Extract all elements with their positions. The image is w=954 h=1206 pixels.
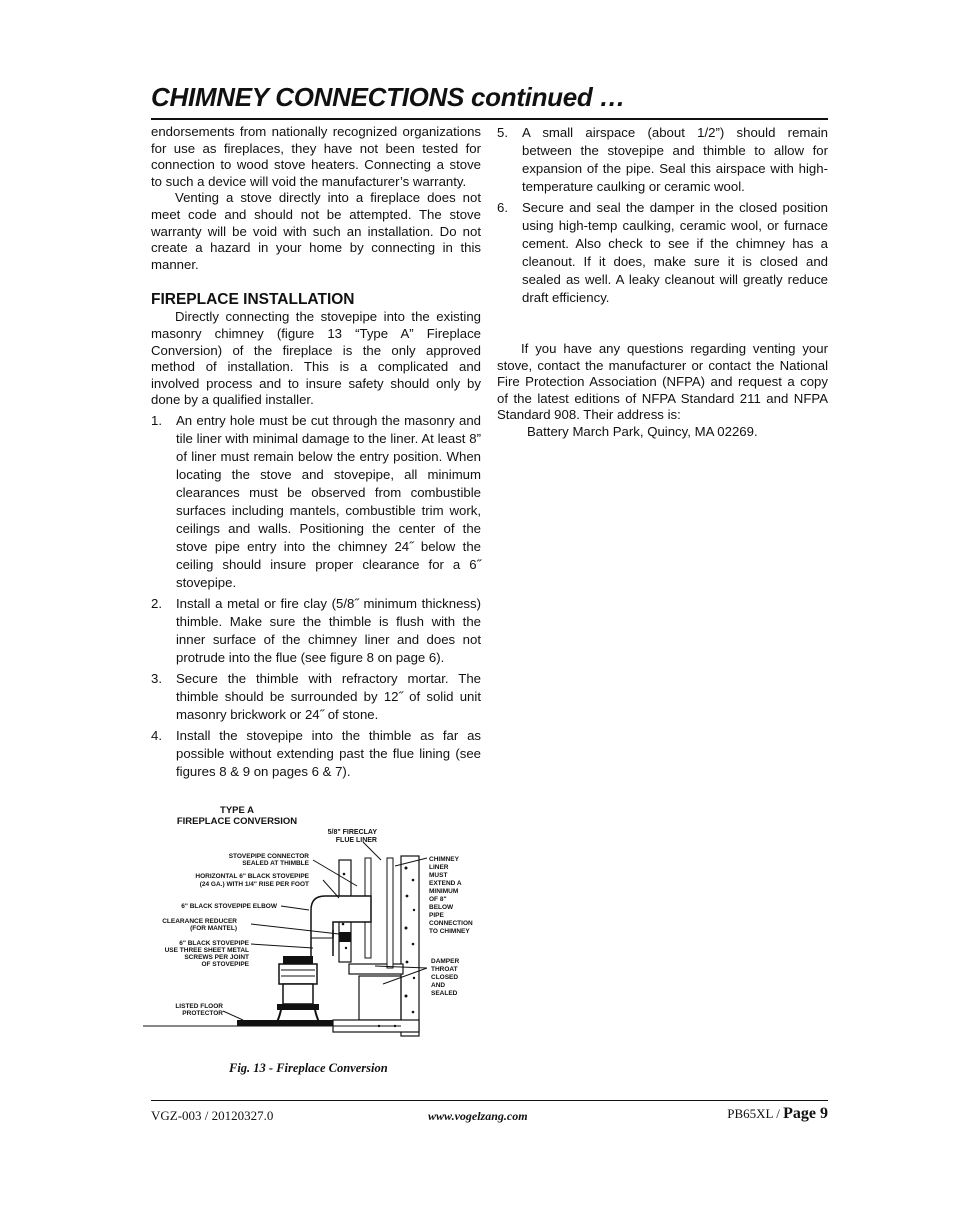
diagram-label: SCREWS PER JOINT — [184, 954, 249, 961]
svg-text:CLOSED: CLOSED — [431, 974, 459, 981]
diagram-label: 6" BLACK STOVEPIPE ELBOW — [181, 903, 277, 910]
paragraph: Venting a stove directly into a fireplace does not meet code and should not be attempted. The stove warranty will be void with such an installation. Do not create a hazard in your home by connecting in this manner. — [151, 190, 481, 272]
diagram-label: HORIZONTAL 6" BLACK STOVEPIPE — [195, 873, 309, 880]
svg-text:EXTEND A: EXTEND A — [429, 880, 462, 887]
svg-text:BELOW: BELOW — [429, 904, 454, 911]
svg-text:OF 8": OF 8" — [429, 896, 447, 903]
list-item: 6. Secure and seal the damper in the closed position using high-temp caulking, ceramic wool, or furnace cement. Also check to see if the chimney has a cleanout. If it does, make sure it is closed and sealed as well. A leaky cleanout will greatly reduce draft efficiency. — [497, 200, 828, 305]
svg-text:MINIMUM: MINIMUM — [429, 888, 459, 895]
svg-text:MUST: MUST — [429, 872, 448, 879]
left-column — [151, 124, 481, 781]
paragraph: endorsements from nationally recognized organizations for use as fireplaces, they have not been tested for connection to wood stove heaters. Connecting a stove to such a device will void the manufacturer’s warranty. — [151, 124, 481, 189]
svg-text:DAMPER: DAMPER — [431, 958, 460, 965]
document-code: VGZ-003 / 20120327.0 — [151, 1108, 274, 1123]
svg-text:THROAT: THROAT — [431, 966, 458, 973]
model-number: PB65XL / — [727, 1106, 784, 1121]
masonry-wall — [333, 856, 419, 1036]
title-rule — [151, 118, 828, 120]
list-item: 4. Install the stovepipe into the thimble as far as possible without extending past the flue lining (see figures 8 & 9 on pages 6 & 7). — [151, 727, 481, 779]
svg-text:AND: AND — [431, 982, 446, 989]
website-link[interactable]: www.vogelzang.com — [428, 1109, 528, 1123]
svg-text:CONNECTION: CONNECTION — [429, 920, 473, 927]
page-title: CHIMNEY CONNECTIONS continued … — [151, 82, 626, 112]
instruction-list — [151, 412, 481, 781]
svg-text:LINER: LINER — [429, 864, 449, 871]
fireplace-conversion-diagram — [143, 798, 483, 1050]
diagram-label: (24 GA.) WITH 1/4" RISE PER FOOT — [199, 881, 309, 888]
diagram-label: CLEARANCE REDUCER — [162, 918, 237, 925]
instruction-list — [497, 124, 828, 307]
diagram-label: 5/8" FIRECLAY — [327, 829, 377, 836]
right-column — [497, 124, 828, 441]
diagram-label: USE THREE SHEET METAL — [164, 947, 249, 954]
page-number — [727, 1105, 828, 1123]
paragraph: Directly connecting the stovepipe into the existing masonry chimney (figure 13 “Type A” Fireplace Conversion) of the fireplace is the only approved method of installation. This is a complicated and involved process and to insure safety should only by done by a qualified installer. — [151, 309, 481, 408]
list-item: 2. Install a metal or fire clay (5/8˝ minimum thickness) thimble. Make sure the thimble is flush with the inner surface of the chimney liner and does not protrude into the flue (see figure 8 on page 6). — [151, 595, 481, 665]
list-item: 3. Secure the thimble with refractory mortar. The thimble should be surrounded by 12˝ of solid unit masonry brickwork or 24˝ of stone. — [151, 670, 481, 722]
address: Battery March Park, Quincy, MA 02269. — [527, 423, 758, 439]
floor-protector — [237, 1020, 333, 1026]
svg-text:PIPE: PIPE — [429, 912, 444, 919]
diagram-label: LISTED FLOOR — [175, 1003, 223, 1010]
svg-text:SEALED: SEALED — [431, 990, 458, 997]
diagram-label: SEALED AT THIMBLE — [242, 860, 309, 867]
section-heading: FIREPLACE INSTALLATION — [151, 291, 355, 309]
diagram-label: PROTECTOR — [182, 1010, 223, 1017]
svg-text:CHIMNEY: CHIMNEY — [429, 856, 459, 863]
figure-caption: Fig. 13 - Fireplace Conversion — [229, 1061, 388, 1075]
list-item: 5. A small airspace (about 1/2”) should remain between the stovepipe and thimble to allow for expansion of the pipe. Seal this airspace with high-temperature caulking or ceramic wool. — [497, 125, 828, 194]
figure-title: FIREPLACE CONVERSION — [176, 816, 298, 827]
diagram-label: FLUE LINER — [335, 837, 377, 844]
page-label: Page 9 — [783, 1105, 828, 1122]
stove-icon — [277, 956, 319, 1022]
annotation-leaders — [223, 842, 427, 1020]
chimney-note — [429, 856, 473, 935]
diagram-label: 6" BLACK STOVEPIPE — [179, 940, 249, 947]
figure-title: TYPE A — [220, 805, 254, 816]
paragraph: If you have any questions regarding venting your stove, contact the manufacturer or contact the National Fire Protection Association (NFPA) and request a copy of the latest editions of NFPA Standard 211 and NFPA Standard 908. Their address is: — [497, 341, 828, 423]
damper-note — [431, 958, 459, 997]
diagram-label: OF STOVEPIPE — [201, 961, 249, 968]
diagram-label: STOVEPIPE CONNECTOR — [228, 853, 309, 860]
svg-text:TO CHIMNEY: TO CHIMNEY — [429, 928, 470, 935]
diagram-label: (FOR MANTEL) — [190, 925, 237, 932]
footer-rule — [151, 1100, 828, 1101]
list-item: 1. An entry hole must be cut through the masonry and tile liner with minimal damage to the liner. At least 8” of liner must remain below the entry position. When locating the stove and stovepipe, all minimum clearances must be observed from combustible surfaces including mantels, combustible trim work, ceilings and walls. Positioning the center of the stove pipe entry into the chimney 24˝ below the ceiling should insure proper clearance for a 6˝ stovepipe. — [151, 412, 481, 590]
